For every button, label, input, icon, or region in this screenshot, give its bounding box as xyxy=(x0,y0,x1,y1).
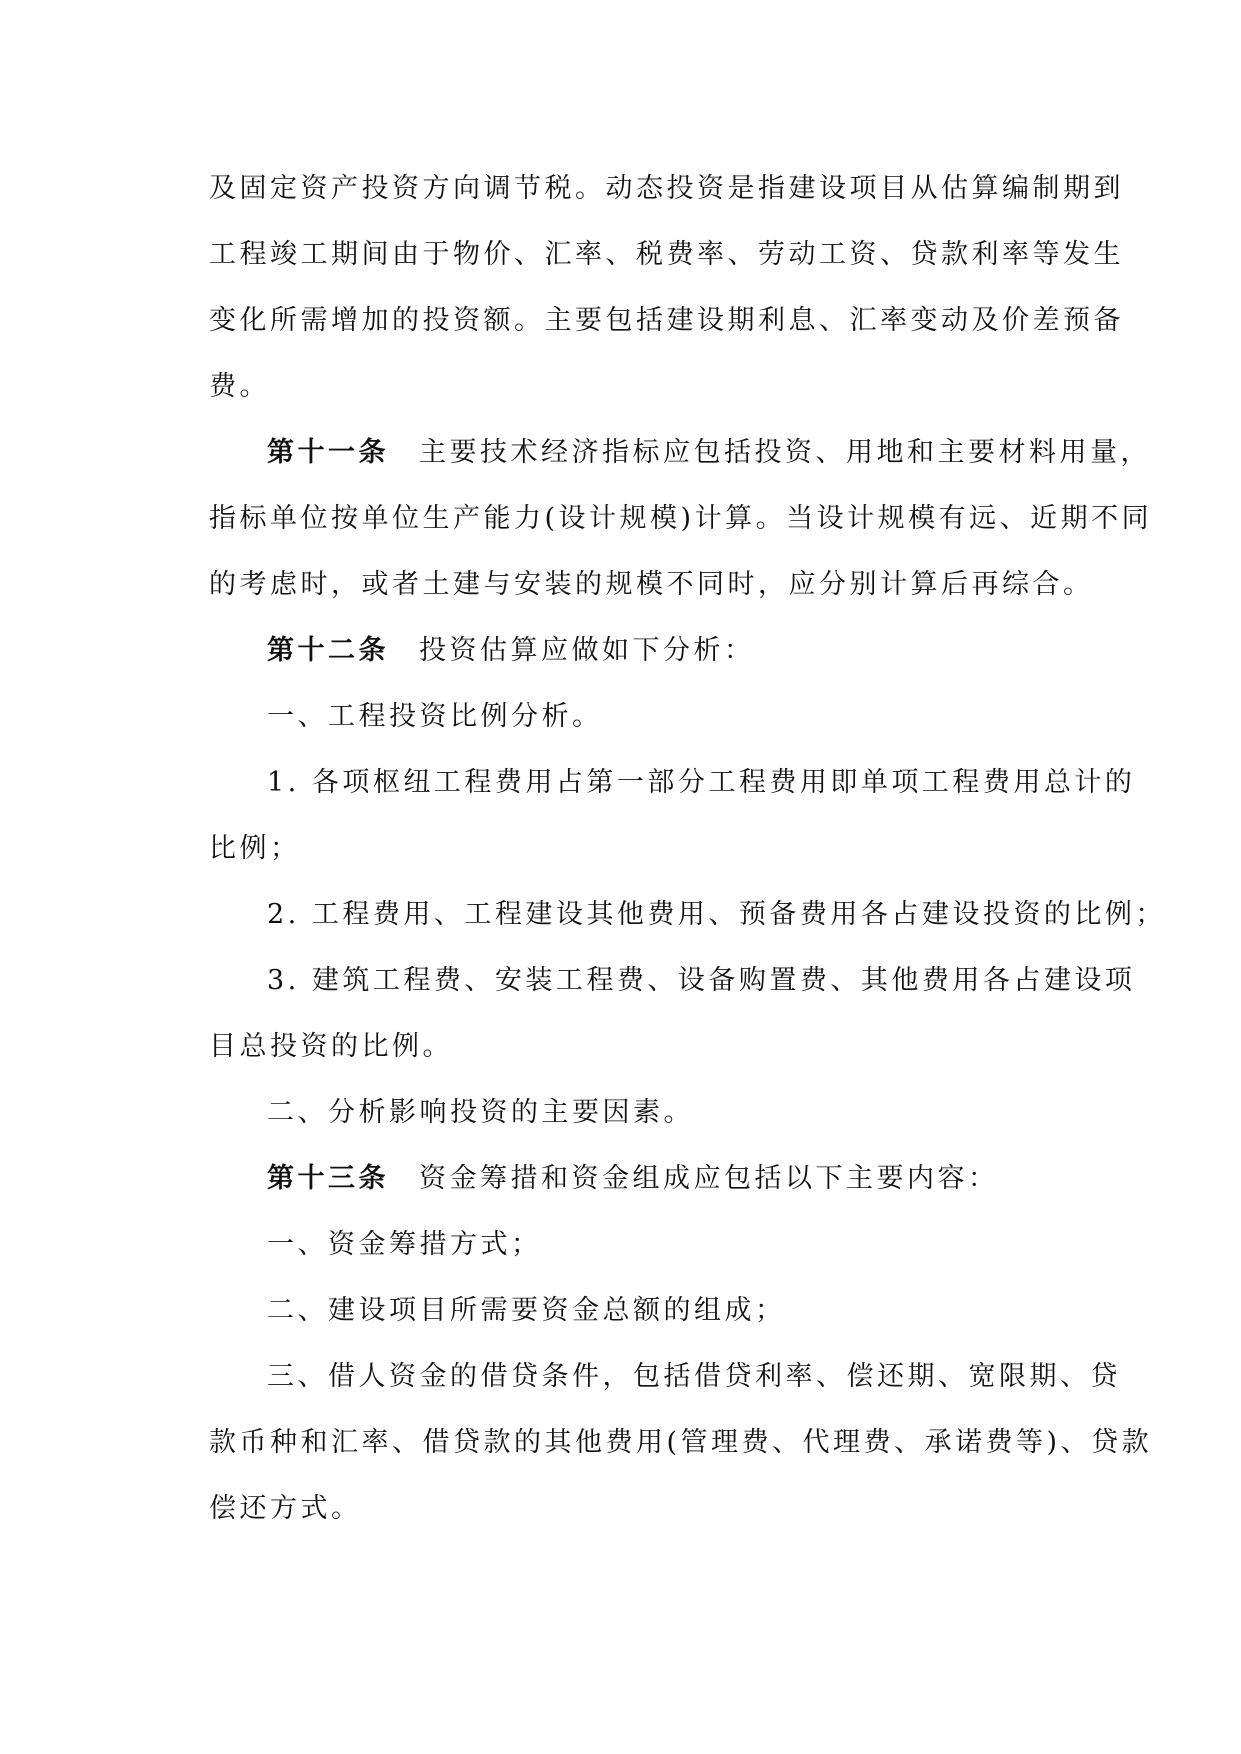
text-line: 目总投资的比例。 xyxy=(209,1031,453,1062)
text-line: 变化所需增加的投资额。主要包括建设期利息、汇率变动及价差预备 xyxy=(209,305,1124,336)
article-number: 第十二条 xyxy=(267,635,389,666)
list-item: 三、借人资金的借贷条件，包括借贷利率、偿还期、宽限期、贷 xyxy=(267,1361,1121,1392)
list-item: 二、分析影响投资的主要因素。 xyxy=(267,1097,694,1128)
text-line: 款币种和汇率、借贷款的其他费用(管理费、代理费、承诺费等)、贷款 xyxy=(209,1427,1153,1458)
list-item: 1. 各项枢纽工程费用占第一部分工程费用即单项工程费用总计的 xyxy=(267,767,1136,798)
article-13-first-line xyxy=(209,1146,1091,1212)
article-12-first-line xyxy=(209,618,1091,684)
document-body xyxy=(209,156,1166,1542)
text-line: 工程竣工期间由于物价、汇率、税费率、劳动工资、贷款利率等发生 xyxy=(209,239,1124,270)
text-line: 比例； xyxy=(209,833,301,864)
text-line: 的考虑时，或者土建与安装的规模不同时，应分别计算后再综合。 xyxy=(209,569,1094,600)
article-number: 第十一条 xyxy=(267,437,389,468)
list-item: 3. 建筑工程费、安装工程费、设备购置费、其他费用各占建设项 xyxy=(267,965,1136,996)
list-item: 一、工程投资比例分析。 xyxy=(267,701,603,732)
article-11-first-line xyxy=(209,420,1151,486)
text-line: 费。 xyxy=(209,371,270,402)
text-line: 及固定资产投资方向调节税。动态投资是指建设项目从估算编制期到 xyxy=(209,173,1124,204)
article-text: 投资估算应做如下分析： xyxy=(419,635,755,666)
list-item: 二、建设项目所需要资金总额的组成； xyxy=(267,1295,786,1326)
list-item: 2. 工程费用、工程建设其他费用、预备费用各占建设投资的比例； xyxy=(267,899,1166,930)
text-line: 指标单位按单位生产能力(设计规模)计算。当设计规模有远、近期不同 xyxy=(209,503,1153,534)
text-line: 偿还方式。 xyxy=(209,1493,362,1524)
article-number: 第十三条 xyxy=(267,1163,389,1194)
article-text: 主要技术经济指标应包括投资、用地和主要材料用量， xyxy=(419,437,1151,468)
article-text: 资金筹措和资金组成应包括以下主要内容： xyxy=(419,1163,999,1194)
list-item: 一、资金筹措方式； xyxy=(267,1229,542,1260)
